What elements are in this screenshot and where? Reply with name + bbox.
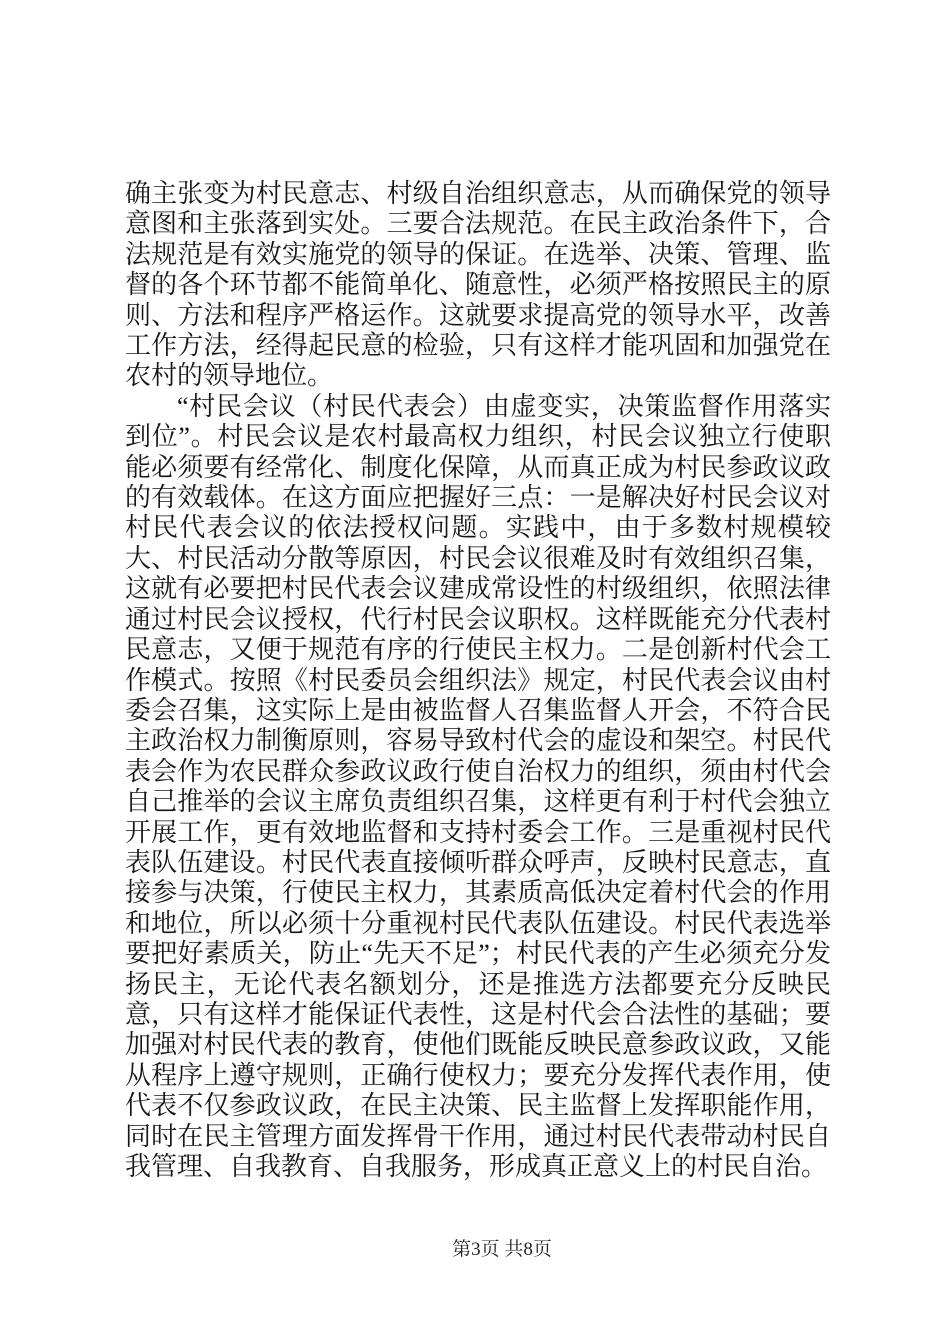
document-body (125, 179, 831, 1182)
page-number-label: 第3页 共8页 (452, 1239, 552, 1260)
page-footer (54, 1238, 950, 1262)
paragraph-village-assembly: “村民会议（村民代表会）由虚变实，决策监督作用落实到位”。村民会议是农村最高权力组织，村民会议独立行使职能必须要有经常化、制度化保障，从而真正成为村民参政议政的有效载体。在这方面应把握好三点：一是解决好村民会议对村民代表会议的依法授权问题。实践中，由于多数村规模较大、村民活动分散等原因，村民会议很难及时有效组织召集，这就有必要把村民代表会议建成常设性的村级组织，依照法律通过村民会议授权，代行村民会议职权。这样既能充分代表村民意志，又便于规范有序的行使民主权力。二是创新村代会工作模式。按照《村民委员会组织法》规定，村民代表会议由村委会召集，这实际上是由被监督人召集监督人开会，不符合民主政治权力制衡原则，容易导致村代会的虚设和架空。村民代表会作为农民群众参政议政行使自治权力的组织，须由村代会自己推举的会议主席负责组织召集，这样更有利于村代会独立开展工作，更有效地监督和支持村委会工作。三是重视村民代表队伍建设。村民代表直接倾听群众呼声，反映村民意志，直接参与决策，行使民主权力，其素质高低决定着村代会的作用和地位，所以必须十分重视村民代表队伍建设。村民代表选举要把好素质关，防止“先天不足”；村民代表的产生必须充分发扬民主，无论代表名额划分，还是推选方法都要充分反映民意，只有这样才能保证代表性，这是村代会合法性的基础；要加强对村民代表的教育，使他们既能反映民意参政议政，又能从程序上遵守规则，正确行使权力；要充分发挥代表作用，使代表不仅参政议政，在民主决策、民主监督上发挥职能作用，同时在民主管理方面发挥骨干作用，通过村民代表带动村民自我管理、自我教育、自我服务，形成真正意义上的村民自治。 (125, 391, 831, 1181)
paragraph-continuation: 确主张变为村民意志、村级自治组织意志，从而确保党的领导意图和主张落到实处。三要合法规范。在民主政治条件下，合法规范是有效实施党的领导的保证。在选举、决策、管理、监督的各个环节都不能简单化、随意性，必须严格按照民主的原则、方法和程序严格运作。这就要求提高党的领导水平，改善工作方法，经得起民意的检验，只有这样才能巩固和加强党在农村的领导地位。 (125, 179, 831, 391)
